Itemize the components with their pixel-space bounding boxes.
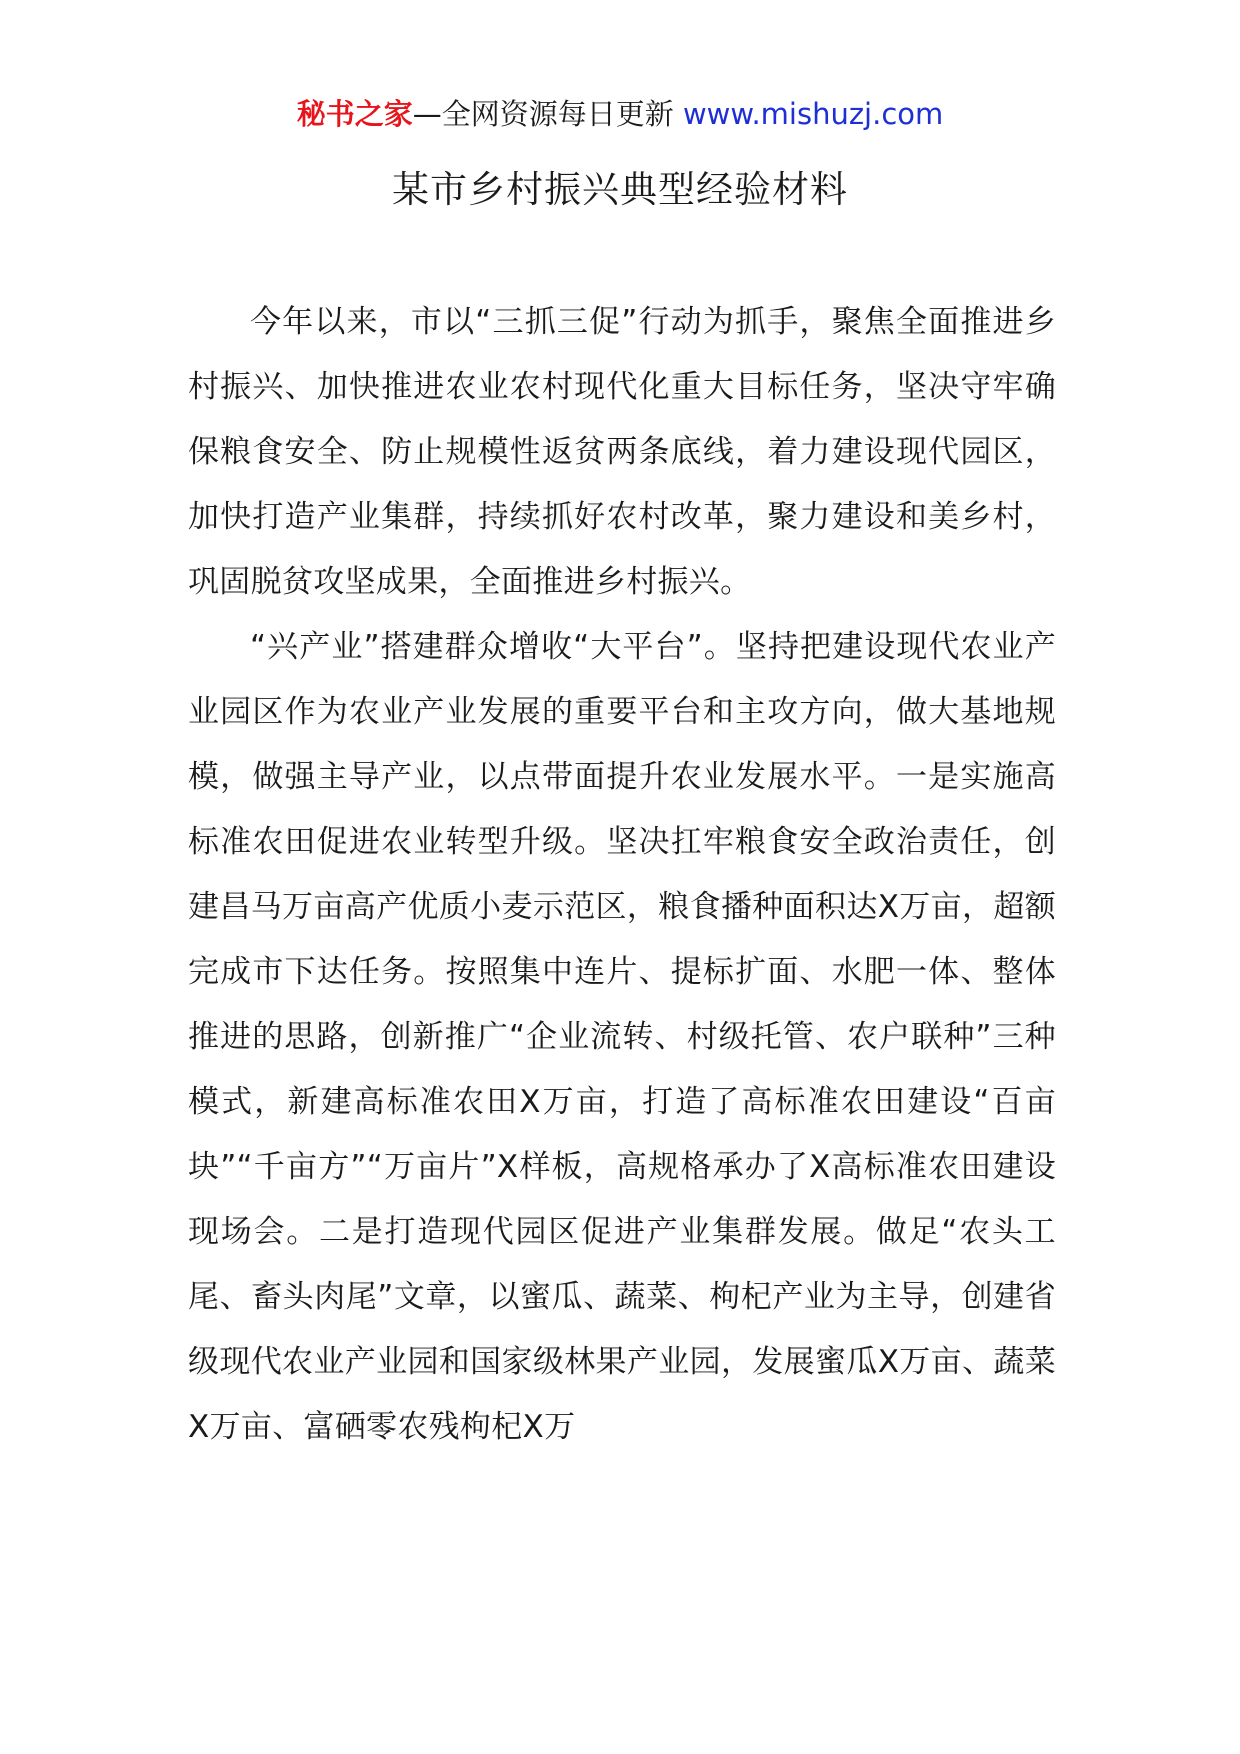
document-title: 某市乡村振兴典型经验材料: [392, 168, 848, 211]
header-tagline: —全网资源每日更新: [412, 97, 683, 131]
document-body: [188, 290, 1056, 1460]
site-url-link[interactable]: www.mishuzj.com: [682, 97, 944, 131]
paragraph-intro: 今年以来，市以“三抓三促”行动为抓手，聚焦全面推进乡村振兴、加快推进农业农村现代化重大目标任务，坚决守牢确保粮食安全、防止规模性返贫两条底线，着力建设现代园区，加快打造产业集群，持续抓好农村改革，聚力建设和美乡村，巩固脱贫攻坚成果，全面推进乡村振兴。: [188, 304, 1056, 600]
brand-name: 秘书之家: [296, 97, 413, 131]
paragraph-industry: “兴产业”搭建群众增收“大平台”。坚持把建设现代农业产业园区作为农业产业发展的重要平台和主攻方向，做大基地规模，做强主导产业，以点带面提升农业发展水平。一是实施高标准农田促进农业转型升级。坚决扛牢粮食安全政治责任，创建昌马万亩高产优质小麦示范区，粮食播种面积达X万亩，超额完成市下达任务。按照集中连片、提标扩面、水肥一体、整体推进的思路，创新推广“企业流转、村级托管、农户联种”三种模式，新建高标准农田X万亩，打造了高标准农田建设“百亩块”“千亩方”“万亩片”X样板，高规格承办了X高标准农田建设现场会。二是打造现代园区促进产业集群发展。做足“农头工尾、畜头肉尾”文章，以蜜瓜、蔬菜、枸杞产业为主导，创建省级现代农业产业园和国家级林果产业园，发展蜜瓜X万亩、蔬菜X万亩、富硒零农残枸杞X万: [188, 629, 1056, 1445]
site-header: [0, 94, 1240, 134]
